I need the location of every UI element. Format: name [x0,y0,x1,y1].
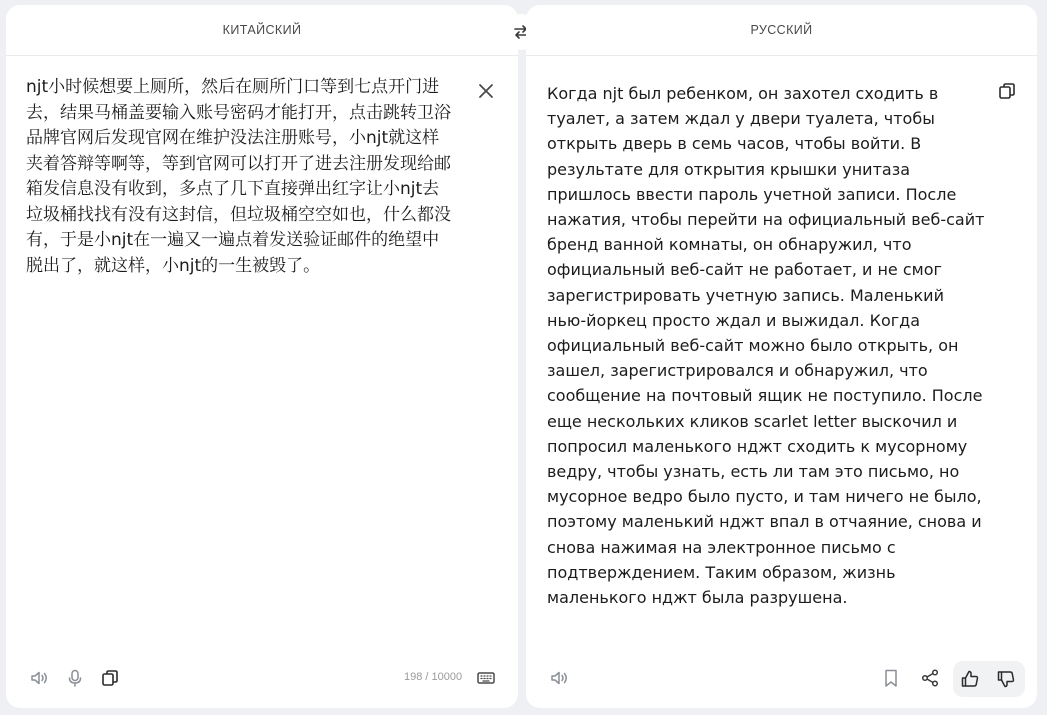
bookmark-icon [881,668,901,688]
translation-copy-button[interactable] [996,80,1018,102]
source-speaker-button[interactable] [26,665,52,691]
target-language-label: РУССКИЙ [750,23,813,37]
source-toolbar [6,661,518,695]
feedback-group [953,661,1025,697]
source-text-input[interactable]: njt小时候想要上厕所，然后在厕所门口等到七点开门进去，结果马桶盖要输入账号密码才能打开，点击跳转卫浴品牌官网后发现官网在维护没法注册账号，小njt就这样夹着答辩等啊等，等到官网可以打开了进去注册发现给邮箱发信息没有收到，多点了几下直接弹出红字让小njt去垃圾桶找找有没有这封信，但垃圾桶空空如也，什么都没有，于是小njt在一遍又一遍点着发送验证邮件的绝望中脱出了，就这样，小njt的一生被毁了。 [26,77,451,276]
clear-button[interactable] [474,79,498,103]
bookmark-button[interactable] [878,665,904,691]
share-button[interactable] [917,665,943,691]
source-language-selector[interactable] [6,5,518,56]
source-copy-button[interactable] [97,665,123,691]
copy-icon [100,668,120,688]
character-counter: 198 / 10000 [404,671,463,683]
copy-icon [997,81,1017,101]
translation-speaker-button[interactable] [546,665,572,691]
source-panel [6,5,518,708]
like-button[interactable] [957,666,983,692]
keyboard-button[interactable] [473,665,499,691]
target-language-selector[interactable] [526,5,1037,56]
close-icon [478,83,494,99]
dislike-button[interactable] [993,666,1019,692]
speaker-icon [549,668,569,688]
share-icon [920,668,940,688]
source-language-label: КИТАЙСКИЙ [222,23,302,37]
microphone-button[interactable] [62,665,88,691]
thumbs-up-icon [960,669,980,689]
keyboard-icon [476,668,496,688]
target-panel [526,5,1037,708]
speaker-icon [29,668,49,688]
translation-output: Когда njt был ребенком, он захотел сходить в туалет, а затем ждал у двери туалета, чтобы открыть дверь в семь часов, чтобы войти. В результате для открытия крышки унитаза пришлось ввести пароль учетной записи. После нажатия, чтобы перейти на официальный веб-сайт бренд ванной комнаты, он обнаружил, что официальный веб-сайт не работает, и не смог зарегистрировать учетную запись. Маленький нью-йоркец просто ждал и выжидал. Когда официальный веб-сайт можно было открыть, он зашел, зарегистрировался и обнаружил, что сообщение на почтовый ящик не поступило. После еще нескольких кликов scarlet letter выскочил и попросил маленького нджт сходить к мусорному ведру, чтобы узнать, есть ли там это письмо, но мусорное ведро было пусто, и там ничего не было, поэтому маленький нджт впал в отчаяние, снова и снова нажимая на электронное письмо с подтверждением. Таким образом, жизнь маленького нджт была разрушена. [547,84,985,608]
thumbs-down-icon [996,669,1016,689]
target-toolbar [526,661,1037,695]
microphone-icon [65,668,85,688]
